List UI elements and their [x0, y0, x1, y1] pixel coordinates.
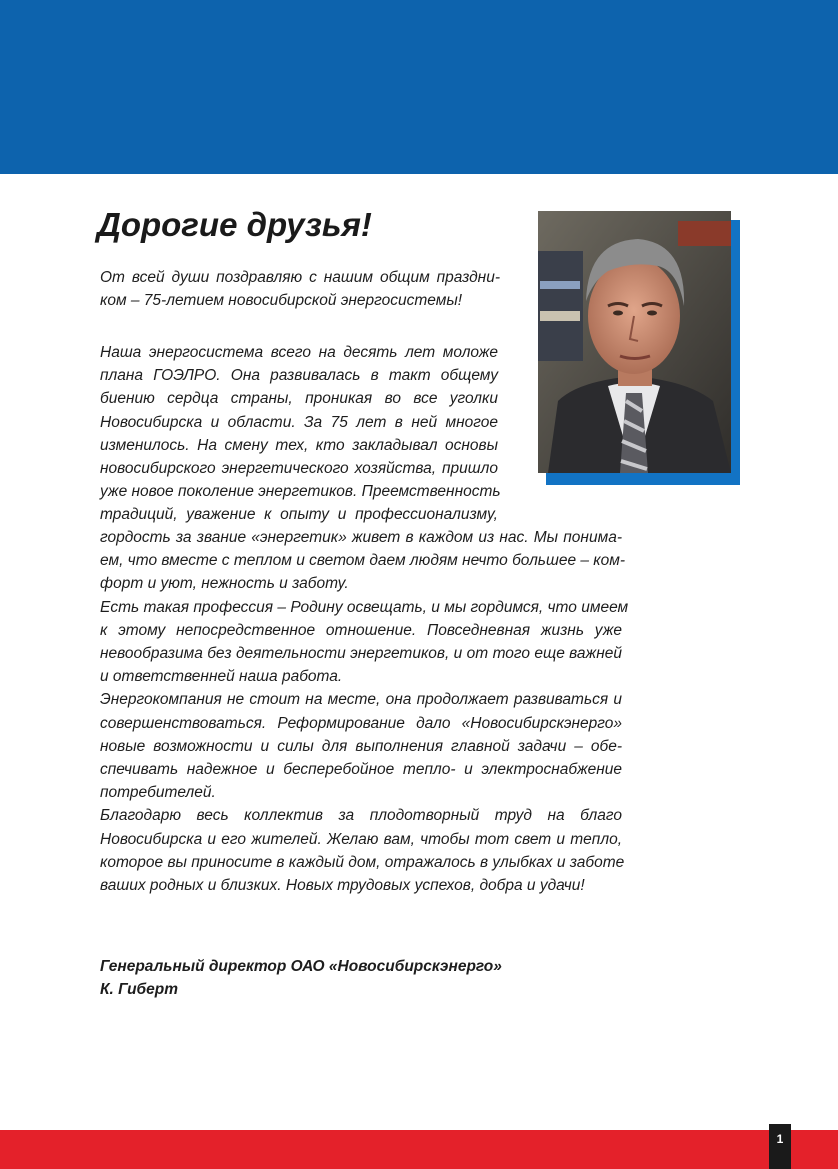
signature-block — [100, 955, 502, 1001]
text-line: новые возможности и силы для выполнения главной задачи – обе- — [100, 737, 622, 755]
main-paragraphs — [100, 526, 629, 897]
text-line: традиций, уважение к опыту и профессионализму, — [100, 506, 498, 524]
text-line: которое вы приносите в каждый дом, отражалось в улыбках и заботе — [100, 853, 625, 871]
text-line: новосибирского энергетического хозяйства, пришло — [100, 460, 498, 478]
text-line: Благодарю весь коллектив за плодотворный труд на благо — [100, 807, 622, 825]
text-line: потребителей. — [100, 784, 216, 802]
page-number: 1 — [769, 1124, 791, 1169]
signature-position: Генеральный директор ОАО «Новосибирскэнерго» — [100, 958, 502, 975]
wrapped-paragraph — [100, 341, 501, 527]
text-line: Наша энергосистема всего на десять лет моложе — [100, 344, 498, 361]
text-line: биению сердца страны, проникая во все уголки — [100, 390, 498, 408]
text-line: совершенствоваться. Реформирование дало «Новосибирскэнерго» — [100, 714, 622, 732]
text-line: спечивать надежное и бесперебойное тепло- и электроснабжение — [100, 761, 622, 779]
text-line: гордость за звание «энергетик» живет в каждом из нас. Мы понима- — [100, 529, 622, 546]
text-line: изменилось. На смену тех, кто закладывал основы — [100, 436, 498, 454]
text-line: Новосибирска и его жителей. Желаю вам, чтобы тот свет и тепло, — [100, 830, 622, 848]
text-line: Энергокомпания не стоит на месте, она продолжает развиваться и — [100, 691, 622, 709]
top-blue-band — [0, 0, 838, 174]
text-line: ваших родных и близких. Новых трудовых успехов, добра и удачи! — [100, 877, 585, 895]
text-line: Новосибирска и области. За 75 лет в ней многое — [100, 413, 498, 431]
signature-name: К. Гиберт — [100, 981, 178, 999]
text-line: От всей души поздравляю с нашим общим праздни- — [100, 269, 500, 286]
text-line: ем, что вместе с теплом и светом даем людям нечто большее – ком- — [100, 552, 626, 570]
text-line: и ответственней наша работа. — [100, 668, 343, 686]
text-line: ком – 75-летием новосибирской энергосистемы! — [100, 292, 463, 310]
text-line: Есть такая профессия – Родину освещать, и мы гордимся, что имеем — [100, 598, 629, 616]
portrait-photo — [538, 211, 731, 473]
text-line: к этому непосредственное отношение. Повседневная жизнь уже — [100, 621, 622, 639]
text-line: форт и уют, нежность и заботу. — [100, 575, 349, 593]
intro-paragraph — [100, 266, 500, 312]
text-line: уже новое поколение энергетиков. Преемственность — [100, 483, 501, 501]
bottom-red-band — [0, 1130, 838, 1169]
text-line: невообразима без деятельности энергетиков, и от того еще важней — [100, 645, 622, 663]
text-line: плана ГОЭЛРО. Она развивалась в такт общему — [100, 367, 498, 385]
page-title: Дорогие друзья! — [97, 206, 372, 243]
